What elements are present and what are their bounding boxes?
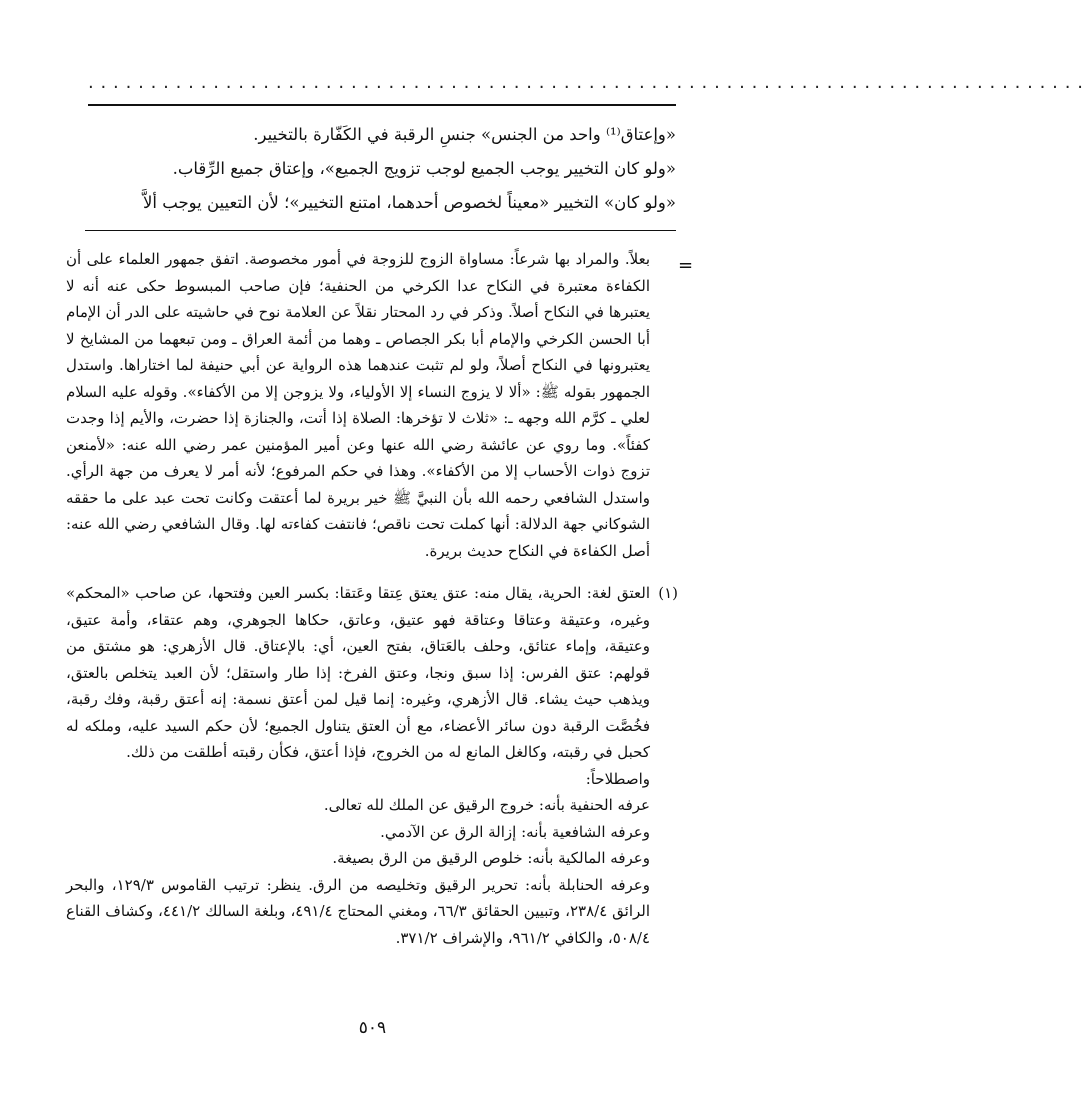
main-paragraph: «ولو كان» التخيير «معيناً لخصوص أحدهما، امتنع التخيير»؛ لأن التعيين يوجب ألاَّ	[143, 193, 676, 212]
header-rule	[88, 104, 676, 106]
footnote-paragraph: واصطلاحاً:	[585, 769, 650, 788]
footnote-paragraph: وعرفه الحنابلة بأنه: تحرير الرقيق وتخليصه من الرق. ينظر: ترتيب القاموس ١٢٩/٣، والبحر الرائق ٢٣٨/٤، وتبيين الحقائق ٦٦/٣، ومغني المحتاج ٤٩١/٤، وبلغة السالك ٤٤١/٢، وكشاف القناع ٥٠٨/٤، والكافي ٩٦١/٢، والإشراف ٣٧١/٢.	[66, 875, 651, 947]
footnote-paragraph: وعرفه الشافعية بأنه: إزالة الرق عن الآدمي.	[380, 822, 650, 841]
header-dotted-line: ................................................................................	[88, 72, 1090, 93]
footnote-paragraph: العتق لغة: الحرية، يقال منه: عتق يعتق عِتقا وعَتقا: بكسر العين وفتحها، عن صاحب «المحكم» وغيره، وعتيقة وعتاقا وعتاقة فهو عتيق، وعاتق، حكاها الجوهري، وهم عتقاء، وأمة عتيق، وعتيقة، وإماء عتائق، وحلف بالعَتاق، بفتح العين، أي: بالإعتاق. قال الأزهري: هو مشتق من قولهم: عتق الفرس: إذا سبق ونجا، وعتق الفرخ: إذا طار واستقل؛ لأن العبد يتخلص بالعتق، ويذهب حيث يشاء. قال الأزهري، وغيره: إنما قيل لمن أعتق نسمة: إنه أعتق رقبة، وفك رقبة، فخُصَّت الرقبة دون سائر الأعضاء، مع أن العتق يتناول الجميع؛ لأن حكم السيد عليه، وملكه له كحبل في رقبته، وكالغل المانع له من الخروج، فإذا أعتق، فكأن رقبته أطلقت من ذلك.	[66, 584, 650, 761]
footnote-text	[66, 246, 650, 564]
footnote-1	[66, 580, 678, 951]
footnote-number: (١)	[658, 584, 678, 602]
footnote-text	[66, 580, 650, 951]
main-paragraph: «ولو كان التخيير يوجب الجميع لوجب تزويج الجميع»، وإعتاق جميع الرِّقاب.	[172, 159, 676, 178]
main-paragraph: «وإعتاق⁽¹⁾ واحد من الجنس» جنسِ الرقبة في الكَفّارة بالتخيير.	[253, 125, 676, 144]
footnote-separator	[85, 230, 676, 231]
page-number: ٥٠٩	[358, 1018, 387, 1038]
footnote-continuation	[66, 246, 678, 564]
continuation-marker: =	[678, 255, 694, 276]
footnote-paragraph: وعرفه المالكية بأنه: خلوص الرقيق من الرق بصيغة.	[332, 849, 650, 867]
footnote-paragraph: بعلاً. والمراد بها شرعاً: مساواة الزوج للزوجة في أمور مخصوصة. اتفق جمهور العلماء على أن الكفاءة معتبرة في النكاح عدا الكرخي من الحنفية؛ فإن صاحب المبسوط حكى عنه أنه لا يعتبرها في النكاح أصلاً. وذكر في رد المحتار نقلاً عن العلامة نوح في حاشيته على الدر أن الإمام أبا الحسن الكرخي والإمام أبا بكر الجصاص ـ وهما من أئمة العراق ـ ومن تبعهما من المشايخ لا يعتبرونها في النكاح أصلاً، ولو لم تثبت عندهما هذه الرواية عن أبي حنيفة لما اختاراها. واستدل الجمهور بقوله ﷺ: «ألا لا يزوج النساء إلا الأولياء، ولا يزوجن إلا من الأكفاء». وقوله عليه السلام لعلي ـ كرَّم الله وجهه ـ: «ثلاث لا تؤخرها: الصلاة إذا أتت، والجنازة إذا حضرت، والأيم إذا وجدت كفئاً». وما روي عن عائشة رضي الله عنها وعن أمير المؤمنين عمر رضي الله عنه: «لأمنعن تزوج ذوات الأحساب إلا من الأكفاء». وهذا في حكم المرفوع؛ لأنه أمر لا يعرف من جهة الرأي. واستدل الشافعي رحمه الله بأن النبيَّ ﷺ خير بريرة لما أعتقت وكانت تحت عبد على ما حققه الشوكاني جهة الدلالة: أنها كملت تحت ناقص؛ فانتفت كفاءته لها. وقال الشافعي رضي الله عنه: أصل الكفاءة في النكاح حديث بريرة.	[66, 250, 650, 560]
footnote-paragraph: عرفه الحنفية بأنه: خروج الرقيق عن الملك لله تعالى.	[323, 796, 650, 814]
main-text	[78, 118, 676, 220]
